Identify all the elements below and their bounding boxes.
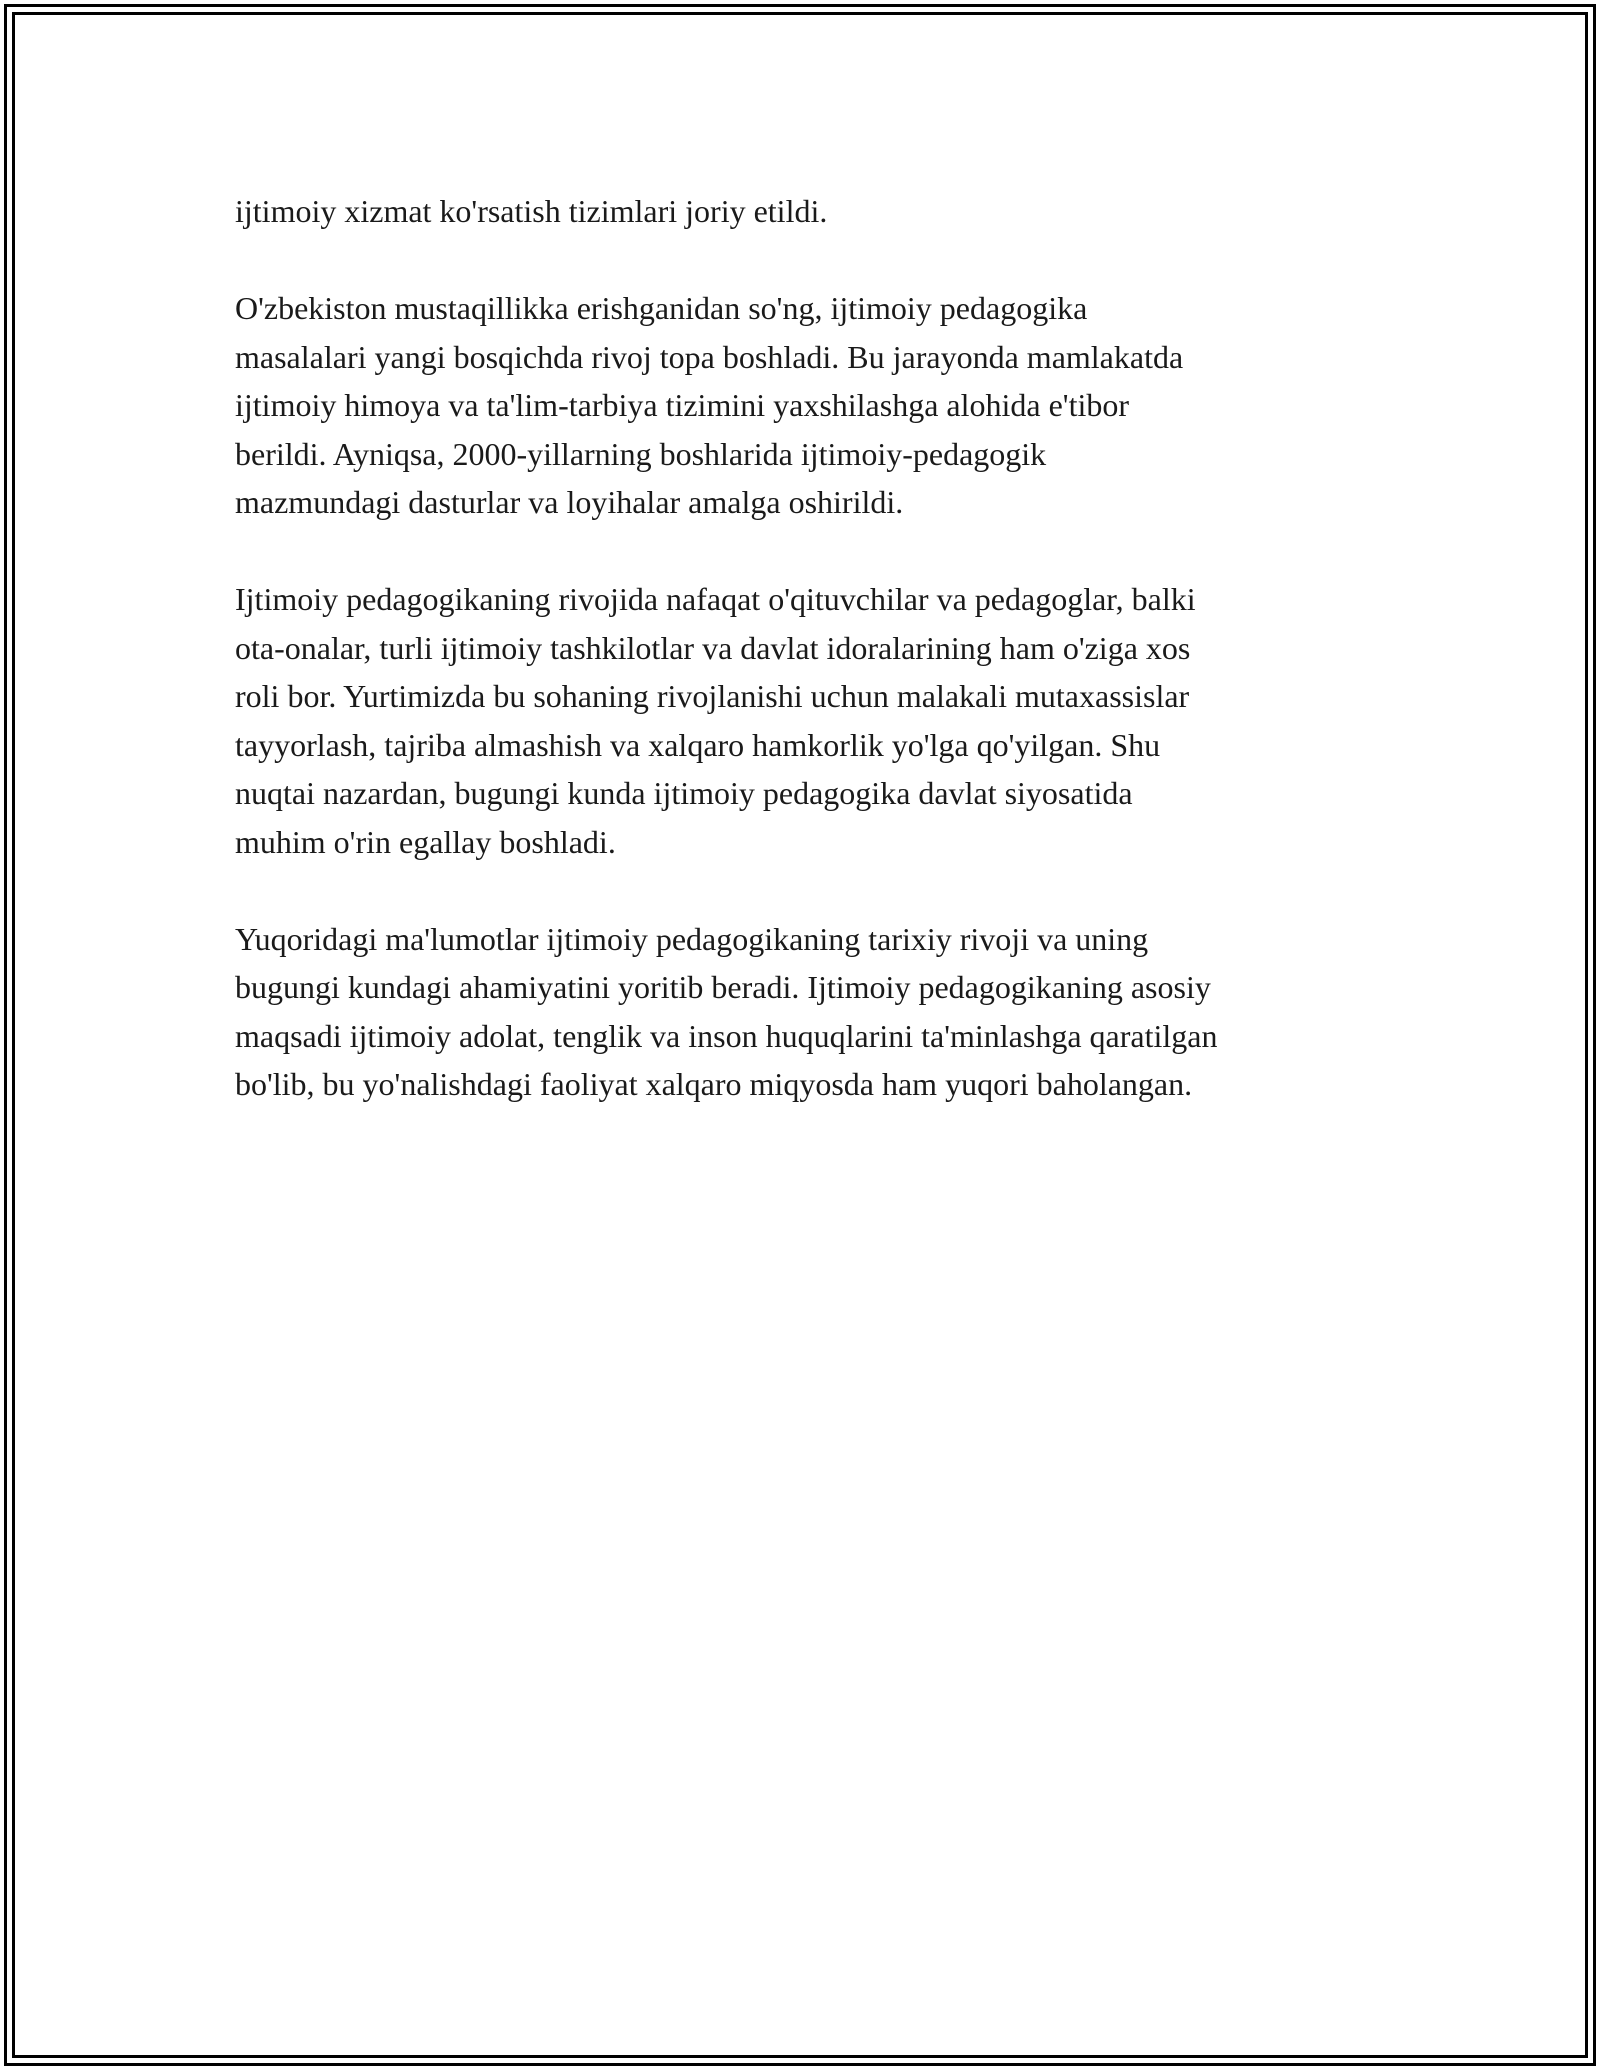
paragraph-4: Yuqoridagi ma'lumotlar ijtimoiy pedagogikaning tarixiy rivoji va uning bugungi kundagi ahamiyatini yoritib beradi. Ijtimoiy pedagogikaning asosiy maqsadi ijtimoiy adolat, tenglik va inson huquqlarini ta'minlashga qaratilgan bo'lib, bu yo'nalishdagi faoliyat xalqaro miqyosda ham yuqori baholangan. bbox=[235, 920, 1218, 1102]
paragraph-1: ijtimoiy xizmat ko'rsatish tizimlari joriy etildi. bbox=[235, 193, 828, 229]
paragraph-2: O'zbekiston mustaqillikka erishganidan so'ng, ijtimoiy pedagogika masalalari yangi bosqichda rivoj topa boshladi. Bu jarayonda mamlakatda ijtimoiy himoya va ta'lim-tarbiya tizimini yaxshilashga alohida e'tibor berildi. Ayniqsa, 2000-yillarning boshlarida ijtimoiy-pedagogik mazmundagi dasturlar va loyihalar amalga oshirildi. bbox=[235, 290, 1184, 520]
document-body bbox=[235, 187, 1385, 1157]
paragraph-3: Ijtimoiy pedagogikaning rivojida nafaqat o'qituvchilar va pedagoglar, balki ota-onalar, turli ijtimoiy tashkilotlar va davlat idoralarining ham o'ziga xos roli bor. Yurtimizda bu sohaning rivojlanishi uchun malakali mutaxassislar tayyorlash, tajriba almashish va xalqaro hamkorlik yo'lga qo'yilgan. Shu nuqtai nazardan, bugungi kunda ijtimoiy pedagogika davlat siyosatida muhim o'rin egallay boshladi. bbox=[235, 581, 1196, 860]
